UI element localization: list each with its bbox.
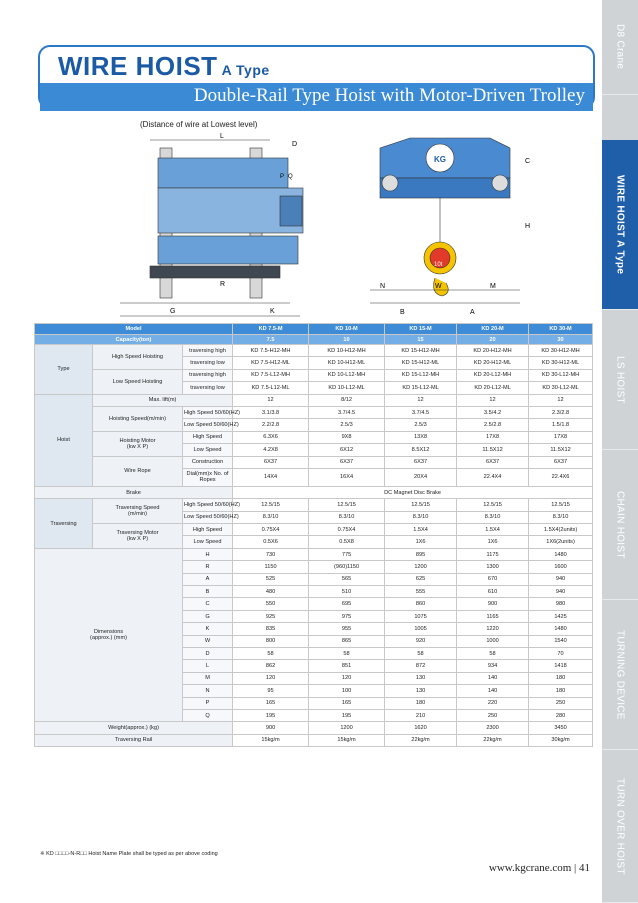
table-cell: 12 [457,394,529,406]
table-cell: KD 15-L12-ML [385,382,457,394]
table-cell: Q [183,709,233,721]
dim-label-b: B [400,309,405,316]
table-row [35,486,593,498]
table-cell: 165 [309,697,385,709]
table-row [35,734,593,746]
table-cell: 895 [385,548,457,560]
table-cell: 14X4 [233,468,309,486]
table-cell: 22.4X6 [529,468,593,486]
table-cell: KD 7.5-M [233,324,309,335]
table-cell: 11.5X12 [529,444,593,456]
table-cell: Low Speed [183,536,233,548]
table-cell: 17X8 [457,431,529,443]
table-cell: 250 [529,697,593,709]
table-cell: 860 [385,598,457,610]
table-cell: 10 [309,335,385,345]
table-cell: 2.3/2.8 [529,406,593,418]
model-row [35,324,593,335]
table-row [35,406,593,418]
table-cell: Brake [35,486,233,498]
table-cell: 3.7/4.5 [309,406,385,418]
table-cell: High Speed 50/60(HZ) [183,406,233,418]
dim-label-n: N [380,283,386,290]
table-cell: 30kg/m [529,734,593,746]
table-cell: KD 30-H12-MH [529,345,593,357]
table-cell: 1300 [457,561,529,573]
dim-label-r: R [220,281,226,288]
logo-text: KG [434,155,446,164]
table-cell: 195 [233,709,309,721]
table-cell: KD 15-M [385,324,457,335]
dim-label-d: D [292,141,298,148]
table-cell: Max. lift(m) [93,394,233,406]
table-cell: 100 [309,685,385,697]
table-cell: 250 [457,709,529,721]
capacity-tag: 10t [434,262,443,268]
table-cell: 12 [529,394,593,406]
table-cell: 1418 [529,660,593,672]
table-cell: 610 [457,586,529,598]
table-cell: 8.3/10 [385,511,457,523]
table-cell: 0.75X4 [233,524,309,536]
table-cell: KD 30-M [529,324,593,335]
table-cell: 210 [385,709,457,721]
table-cell: 900 [233,722,309,734]
table-cell: 140 [457,672,529,684]
table-cell: 1425 [529,610,593,622]
table-cell: 980 [529,598,593,610]
side-tab-d8-crane[interactable]: D8 Crane [602,0,638,95]
table-cell: 2.5/2.8 [457,419,529,431]
table-cell: 2300 [457,722,529,734]
table-cell: 8.3/10 [457,511,529,523]
table-cell: 140 [457,685,529,697]
dim-label-q: Q [288,174,293,180]
table-cell: 872 [385,660,457,672]
website-link[interactable]: www.kgcrane.com [488,862,572,874]
table-cell: 6X37 [309,456,385,468]
table-cell: 955 [309,623,385,635]
table-row [35,394,593,406]
table-cell: 1200 [309,722,385,734]
table-cell: D [183,647,233,659]
table-cell: 4.2X8 [233,444,309,456]
table-cell: 3.7/4.5 [385,406,457,418]
table-cell: KD 30-L12-ML [529,382,593,394]
table-cell: Wire Rope [93,456,183,486]
table-cell: 3.1/3.8 [233,406,309,418]
table-cell: 6X37 [385,456,457,468]
table-cell: KD 10-H12-ML [309,357,385,369]
table-cell: 180 [385,697,457,709]
table-cell: 925 [233,610,309,622]
table-cell: 480 [233,586,309,598]
side-tab-wire-hoist[interactable]: WIRE HOIST A Type [602,140,638,310]
dim-label-k: K [270,308,275,315]
table-cell: 6.3X6 [233,431,309,443]
table-cell: 130 [385,672,457,684]
table-cell: M [183,672,233,684]
table-cell: 9X8 [309,431,385,443]
table-cell: Hoist [35,394,93,486]
table-cell: 2.2/2.8 [233,419,309,431]
table-cell: 8/12 [309,394,385,406]
table-cell: 0.5X6 [233,536,309,548]
table-cell: 3.5/4.2 [457,406,529,418]
table-cell: 625 [385,573,457,585]
table-cell: 6X37 [529,456,593,468]
table-cell: 975 [309,610,385,622]
table-cell: 550 [233,598,309,610]
table-cell: 20X4 [385,468,457,486]
dim-label-h: H [525,223,531,230]
dim-label-p: P [280,174,285,180]
table-cell: 510 [309,586,385,598]
table-cell: 13X8 [385,431,457,443]
table-cell: DC Magnet Disc Brake [233,486,593,498]
table-cell: 730 [233,548,309,560]
table-cell: H [183,548,233,560]
table-cell: 1540 [529,635,593,647]
table-row [35,431,593,443]
table-cell: 8.5X12 [385,444,457,456]
table-cell: High Speed Hoisting [93,345,183,370]
table-cell: 565 [309,573,385,585]
table-cell: 12.5/15 [309,499,385,511]
table-cell: Construction [183,456,233,468]
table-cell: 1620 [385,722,457,734]
table-cell: 1150 [233,561,309,573]
table-cell: K [183,623,233,635]
table-cell: Traversing Motor (kw X P) [93,524,183,549]
table-cell: 220 [457,697,529,709]
table-cell: 2.5/3 [309,419,385,431]
table-cell: 130 [385,685,457,697]
hoist-diagram [80,118,580,318]
table-row [35,456,593,468]
table-cell: KD 10-L12-ML [309,382,385,394]
table-cell: (960)1150 [309,561,385,573]
table-cell: 58 [233,647,309,659]
table-cell: 16X4 [309,468,385,486]
table-cell: 670 [457,573,529,585]
spec-table [34,323,593,747]
side-tab-chain-hoist[interactable]: CHAIN HOIST [602,450,638,600]
table-row [35,499,593,511]
dim-label-a: A [470,309,475,316]
dim-label-w: W [435,283,442,290]
table-cell: 12 [385,394,457,406]
table-cell: 12.5/15 [233,499,309,511]
table-cell: 8.3/10 [309,511,385,523]
table-cell: traversing low [183,382,233,394]
table-cell: 15kg/m [309,734,385,746]
table-cell: Traversing [35,499,93,549]
table-cell: KD 30-H12-ML [529,357,593,369]
side-tab-bar [602,0,638,903]
table-cell: 1X6 [457,536,529,548]
page-footer: www.kgcrane.com | 41 [488,862,590,874]
table-cell: 8.3/10 [529,511,593,523]
capacity-row [35,335,593,345]
table-cell: 22kg/m [457,734,529,746]
table-cell: 775 [309,548,385,560]
table-cell: KD 10-H12-MH [309,345,385,357]
dim-label-c: C [525,158,531,165]
table-cell: 1600 [529,561,593,573]
table-cell: 1175 [457,548,529,560]
table-cell: 1220 [457,623,529,635]
page-subtitle: Double-Rail Type Hoist with Motor-Driven Trolley [193,85,585,106]
table-cell: 2.5/3 [385,419,457,431]
table-cell: 58 [309,647,385,659]
table-cell: 1.5X4 [385,524,457,536]
table-cell: Low Speed 50/60(HZ) [183,511,233,523]
table-cell: KD 7.5-L12-ML [233,382,309,394]
table-cell: A [183,573,233,585]
table-cell: 862 [233,660,309,672]
side-tab-turning-device[interactable]: TURNING DEVICE [602,600,638,750]
side-tab-ls-hoist[interactable]: LS HOIST [602,310,638,450]
table-cell: 1X6(2units) [529,536,593,548]
table-cell: 70 [529,647,593,659]
table-cell: Hoisting Motor (kw X P) [93,431,183,456]
table-cell: Traversing Rail [35,734,233,746]
table-cell: 58 [385,647,457,659]
table-cell: 120 [233,672,309,684]
dim-label-l: L [220,133,224,140]
table-cell: Hoisting Speed(m/min) [93,406,183,431]
title-suffix: A Type [221,62,270,78]
table-cell: Weight(approx.) (kg) [35,722,233,734]
table-row [35,524,593,536]
table-cell: 6X37 [233,456,309,468]
table-cell: 1.5/1.8 [529,419,593,431]
table-cell: KD 7.5-H12-ML [233,357,309,369]
dim-label-m: M [490,283,496,290]
table-row [35,722,593,734]
table-cell: Dial(mm)x No. of Ropes [183,468,233,486]
page-title: WIRE HOIST A Type [58,51,270,81]
table-cell: KD 30-L12-MH [529,369,593,381]
table-cell: 800 [233,635,309,647]
table-cell: traversing low [183,357,233,369]
table-cell: 12.5/15 [385,499,457,511]
table-cell: 1480 [529,548,593,560]
table-cell: 1075 [385,610,457,622]
table-cell: 120 [309,672,385,684]
table-cell: High Speed [183,524,233,536]
table-cell: KD 20-L12-ML [457,382,529,394]
table-cell: Dimensions (approx.) (mm) [35,548,183,721]
table-cell: KD 20-L12-MH [457,369,529,381]
table-cell: High Speed 50/60(HZ) [183,499,233,511]
table-cell: 1X6 [385,536,457,548]
table-cell: KD 7.5-L12-MH [233,369,309,381]
table-cell: 0.75X4 [309,524,385,536]
table-cell: KD 10-M [309,324,385,335]
table-cell: High Speed [183,431,233,443]
table-cell: 11.5X12 [457,444,529,456]
table-cell: 3450 [529,722,593,734]
table-cell: 195 [309,709,385,721]
table-cell: Capacity(ton) [35,335,233,345]
table-cell: 525 [233,573,309,585]
table-cell: 58 [457,647,529,659]
page-header [38,45,595,109]
table-cell: 934 [457,660,529,672]
table-cell: 1480 [529,623,593,635]
table-cell: 0.5X8 [309,536,385,548]
table-cell: 940 [529,586,593,598]
table-cell: 1000 [457,635,529,647]
table-cell: KD 15-H12-MH [385,345,457,357]
table-row [35,369,593,381]
table-cell: 30 [529,335,593,345]
table-cell: 1165 [457,610,529,622]
table-cell: 12.5/15 [457,499,529,511]
footnote: ※ KD □□□□-N-R□□ Hoist Name Plate shall be typed as per above coding [40,851,218,857]
table-cell: 1200 [385,561,457,573]
table-cell: Low Speed [183,444,233,456]
table-cell: 12.5/15 [529,499,593,511]
table-cell: P [183,697,233,709]
table-cell: KD 20-M [457,324,529,335]
table-cell: 555 [385,586,457,598]
diagram-caption: (Distance of wire at Lowest level) [140,120,258,129]
table-cell: 851 [309,660,385,672]
table-cell: 8.3/10 [233,511,309,523]
table-cell: 165 [233,697,309,709]
table-cell: KD 10-L12-MH [309,369,385,381]
table-cell: KD 15-L12-MH [385,369,457,381]
table-cell: 17X8 [529,431,593,443]
table-cell: 1.5X4 [457,524,529,536]
table-cell: traversing high [183,369,233,381]
table-cell: Model [35,324,233,335]
table-cell: 20 [457,335,529,345]
table-cell: 15 [385,335,457,345]
table-cell: 22.4X4 [457,468,529,486]
table-cell: 695 [309,598,385,610]
table-cell: 12 [233,394,309,406]
table-cell: G [183,610,233,622]
table-cell: KD 20-H12-MH [457,345,529,357]
table-cell: 95 [233,685,309,697]
table-cell: traversing high [183,345,233,357]
table-cell: 835 [233,623,309,635]
table-cell: L [183,660,233,672]
table-cell: 1005 [385,623,457,635]
table-cell: B [183,586,233,598]
table-cell: 900 [457,598,529,610]
table-cell: C [183,598,233,610]
table-cell: 6X37 [457,456,529,468]
table-cell: 180 [529,672,593,684]
table-cell: Traversing Speed (m/min) [93,499,183,524]
top-view-drawing [120,140,303,316]
page-number: 41 [579,862,590,874]
table-cell: Low Speed Hoisting [93,369,183,394]
table-cell: 22kg/m [385,734,457,746]
table-cell: KD 15-H12-ML [385,357,457,369]
table-row [35,548,593,560]
table-cell: Low Speed 50/60(HZ) [183,419,233,431]
table-cell: 7.5 [233,335,309,345]
table-cell: 940 [529,573,593,585]
table-cell: KD 20-H12-ML [457,357,529,369]
table-row [35,345,593,357]
table-cell: N [183,685,233,697]
table-cell: 920 [385,635,457,647]
table-cell: R [183,561,233,573]
table-cell: 280 [529,709,593,721]
table-cell: 6X12 [309,444,385,456]
table-cell: 180 [529,685,593,697]
side-tab-turn-over-hoist[interactable]: TURN OVER HOIST [602,750,638,903]
table-cell: W [183,635,233,647]
table-cell: 1.5X4(2units) [529,524,593,536]
dim-label-g: G [170,308,176,315]
table-cell: 15kg/m [233,734,309,746]
table-cell: Type [35,345,93,395]
table-cell: KD 7.5-H12-MH [233,345,309,357]
table-cell: 865 [309,635,385,647]
